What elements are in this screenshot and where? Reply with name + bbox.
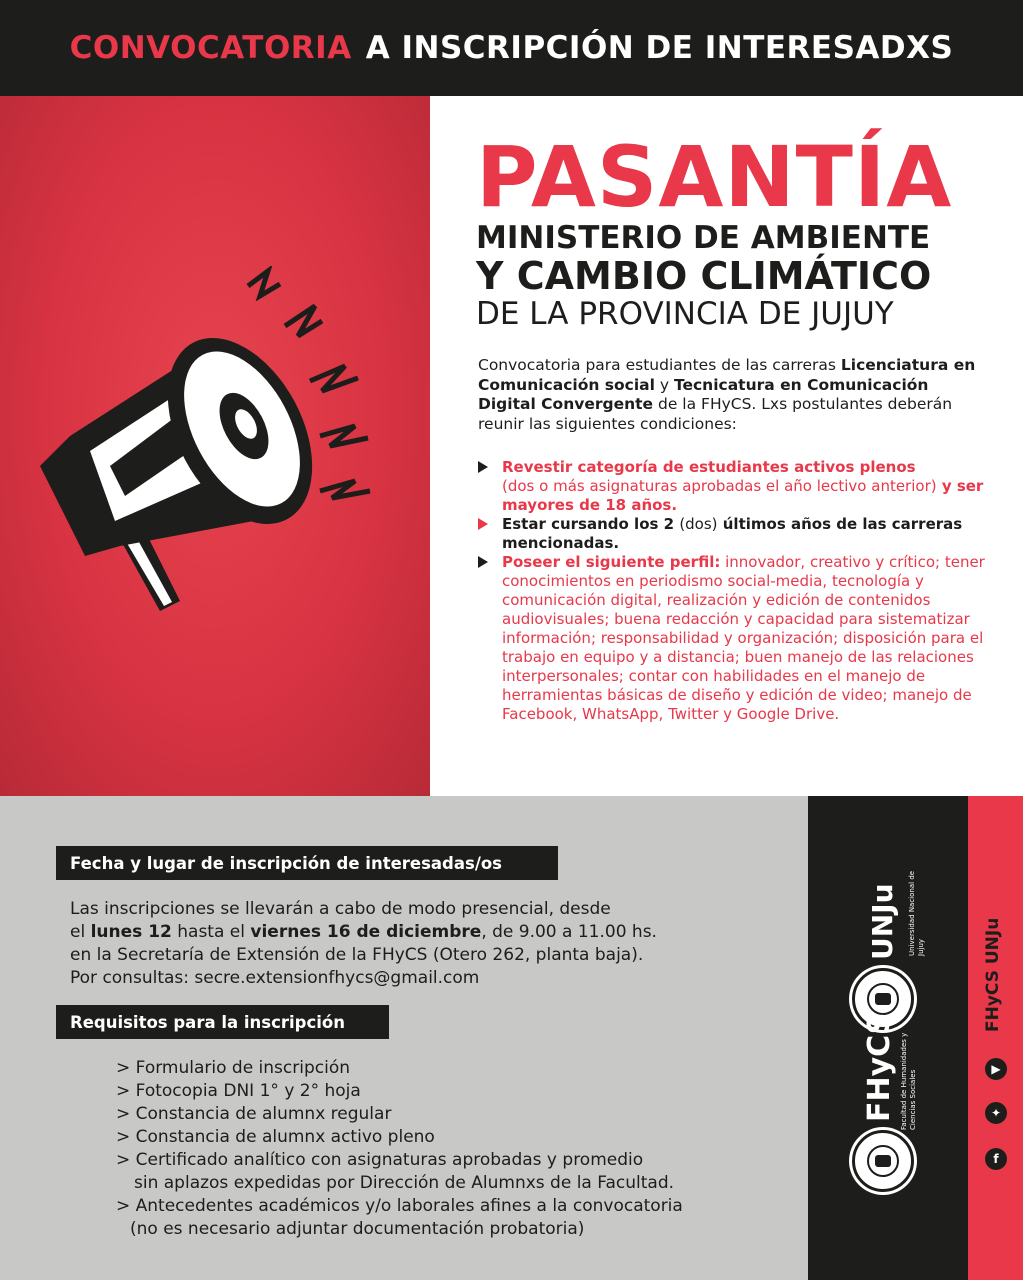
fecha-text: hasta el [171,922,251,942]
requisito-item: > Fotocopia DNI 1° y 2° hoja [116,1081,361,1101]
facebook-icon: f [985,1148,1007,1170]
youtube-icon: ▶ [985,1058,1007,1080]
requisito-item: > Constancia de alumnx regular [116,1104,392,1124]
condition-bold: y ser mayores de 18 años. [502,477,984,514]
intro-text: y [654,375,674,394]
intro-career1: Licenciatura en Comunicación social [478,356,976,394]
unju-logo-sub: Universidad Nacional de Jujuy [908,870,925,956]
arrow-icon [478,461,488,473]
fhycs-logo-sub: Facultad de Humanidades y Ciencias Sociales [900,1032,917,1130]
condition-text: innovador, creativo y crítico; tener conocimientos en periodismo social-media, tecnología y comunicación digital, realización y edición de contenidos audiovisuales; buena redacción y capacidad para sistematizar información; responsabilidad y organización; disposición para el trabajo en equipo y a distancia; buen manejo de las relaciones interpersonales; contar con habilidades en el manejo de herramientas básicas de diseño y edición de video; manejo de Facebook, WhatsApp, Twitter y Google Drive. [502,553,985,723]
unju-logo-text: UNJu [866,883,899,960]
subtitle-line1: MINISTERIO DE AMBIENTE [476,220,931,256]
requisito-item: sin aplazos expedidas por Dirección de Alumnxs de la Facultad. [134,1173,675,1193]
condition-text: (dos) [679,515,718,533]
header-highlight: CONVOCATORIA [69,30,352,66]
conditions-list [478,458,988,724]
condition-bold: Revestir categoría de estudiantes activos plenos [502,458,916,476]
arrow-icon [478,556,488,568]
megaphone-panel [0,96,430,796]
fecha-paragraph [70,898,790,990]
header-text: A INSCRIPCIÓN DE INTERESADXS [365,30,954,66]
fecha-date: viernes 16 de diciembre [250,922,482,942]
requisito-item: > Antecedentes académicos y/o laborales afines a la convocatoria [116,1196,683,1216]
requisitos-heading: Requisitos para la inscripción [56,1005,389,1039]
subtitle-line2: Y CAMBIO CLIMÁTICO [476,254,932,298]
condition-item [478,553,988,724]
requisito-item: > Certificado analítico con asignaturas aprobadas y promedio [116,1150,644,1170]
twitter-icon: ✦ [985,1102,1007,1124]
condition-bold: últimos años de las carreras mencionadas. [502,515,963,552]
header-bar [0,0,1023,96]
megaphone-icon [30,266,410,726]
fecha-heading: Fecha y lugar de inscripción de interesadas/os [56,846,558,880]
fecha-text: (Otero 262, planta baja). [427,945,644,965]
fecha-date: lunes 12 [90,922,172,942]
intro-text: de la FHyCS. Lxs postulantes deberán reunir las siguientes condiciones: [478,395,953,433]
requisito-item: > Formulario de inscripción [116,1058,351,1078]
fecha-text: , de 9.00 a 11.00 hs. [481,922,657,942]
fecha-line [70,944,790,967]
intro-text: Convocatoria para estudiantes de las carreras [478,356,841,374]
arrow-icon [478,518,488,530]
social-handle: FHyCS UNJu [983,917,1003,1032]
intro-paragraph [478,356,978,434]
fecha-place: en la Secretaría de Extensión de la FHyCS [70,945,428,965]
subtitle-line3: DE LA PROVINCIA DE JUJUY [476,296,894,332]
requisitos-list [116,1057,796,1241]
condition-text: (dos o más asignaturas aprobadas el año lectivo anterior) [502,477,937,495]
fecha-line [70,921,790,944]
page-title: PASANTÍA [476,128,953,226]
contact-email: Por consultas: secre.extensionfhycs@gmail.com [70,968,480,988]
condition-item [478,458,988,515]
requisito-item: > Constancia de alumnx activo pleno [116,1127,435,1147]
requisito-item: (no es necesario adjuntar documentación probatoria) [130,1219,585,1239]
fhycs-logo-text: FHyCS [862,1012,897,1122]
social-column [968,796,1023,1280]
condition-bold: Poseer el siguiente perfil: [502,553,721,571]
condition-item [478,515,988,553]
intro-career2: Tecnicatura en Comunicación Digital Convergente [478,375,929,413]
fecha-text: el [70,922,91,942]
fecha-line: Las inscripciones se llevarán a cabo de modo presencial, desde [70,899,611,919]
fhycs-emblem-icon [852,1130,914,1192]
condition-bold: Estar cursando los 2 [502,515,680,533]
